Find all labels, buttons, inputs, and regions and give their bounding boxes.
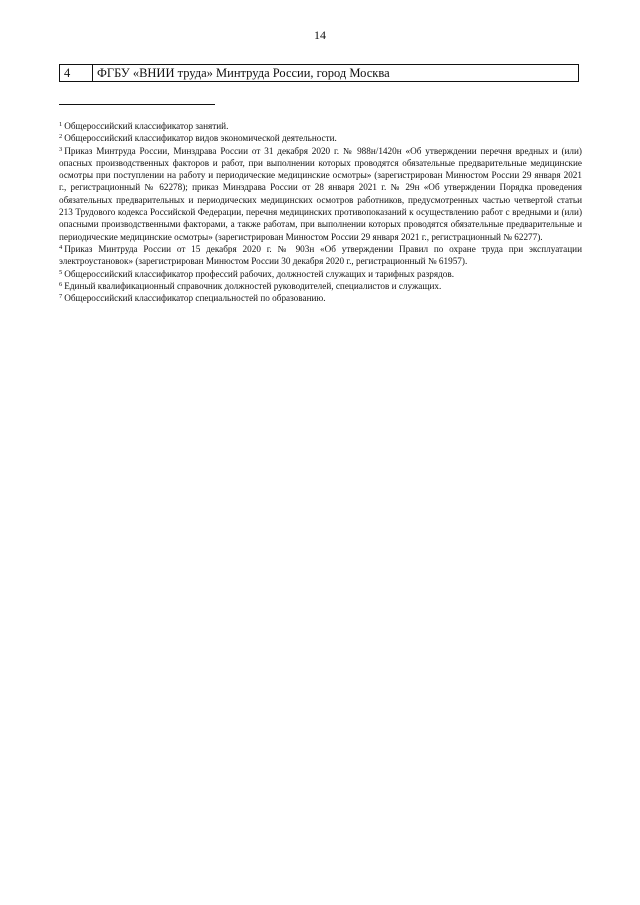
footnote-mark: 1 xyxy=(59,121,63,128)
footnotes-section xyxy=(59,120,582,304)
footnote-mark: 4 xyxy=(59,243,63,251)
footnote-text: Приказ Минтруда России от 15 декабря 2020 г. № 903н «Об утверждении Правил по охране труда при эксплуатации электроустановок» (зарегистрирован Минюстом России 30 декабря 2020 г., регистрационный № 61957). xyxy=(59,243,582,267)
footnote-separator xyxy=(59,104,215,105)
footnote-7 xyxy=(59,292,582,304)
organization-name-cell: ФГБУ «ВНИИ труда» Минтруда России, город Москва xyxy=(93,65,579,82)
footnote-2 xyxy=(59,132,582,144)
footnote-text: Общероссийский классификатор профессий рабочих, должностей служащих и тарифных разрядов. xyxy=(64,268,455,279)
row-number-cell: 4 xyxy=(60,65,93,82)
footnote-text: Общероссийский классификатор занятий. xyxy=(64,121,229,131)
footnote-text: Единый квалификационный справочник должностей руководителей, специалистов и служащих. xyxy=(64,280,442,291)
footnote-mark: 2 xyxy=(59,133,63,141)
footnote-mark: 3 xyxy=(59,145,63,153)
footnote-text: Общероссийский классификатор специальностей по образованию. xyxy=(64,293,326,304)
footnote-1 xyxy=(59,120,582,132)
footnote-5 xyxy=(59,268,582,280)
developer-organizations-table xyxy=(59,64,579,82)
footnote-mark: 6 xyxy=(59,280,63,288)
footnote-4 xyxy=(59,243,582,268)
footnote-text: Общероссийский классификатор видов экономической деятельности. xyxy=(64,133,337,144)
page-number: 14 xyxy=(314,28,326,42)
footnote-3 xyxy=(59,145,582,243)
footnote-text: Приказ Минтруда России, Минздрава России от 31 декабря 2020 г. № 988н/1420н «Об утверждении перечня вредных и (или) опасных производственных факторов и работ, при выполнении которых проводятся обязательные предварительные медицинские осмотры при поступлении на работу и периодические медицинские осмотры» (зарегистрирован Минюстом России 29 января 2021 г., регистрационный № 62278); приказ Минздрава России от 28 января 2021 г. № 29н «Об утверждении Порядка проведения обязательных предварительных и периодических медицинских осмотров работников, предусмотренных частью четвертой статьи 213 Трудового кодекса Российской Федерации, перечня медицинских противопоказаний к осуществлению работ с вредными и (или) опасными производственными факторами, а также работам, при выполнении которых проводятся обязательные предварительные и периодические медицинские осмотры» (зарегистрирован Минюстом России 29 января 2021 г., регистрационный № 62277). xyxy=(59,145,582,242)
footnote-mark: 7 xyxy=(59,293,63,301)
footnote-6 xyxy=(59,280,582,292)
footnote-mark: 5 xyxy=(59,268,63,276)
table-row xyxy=(60,65,579,82)
